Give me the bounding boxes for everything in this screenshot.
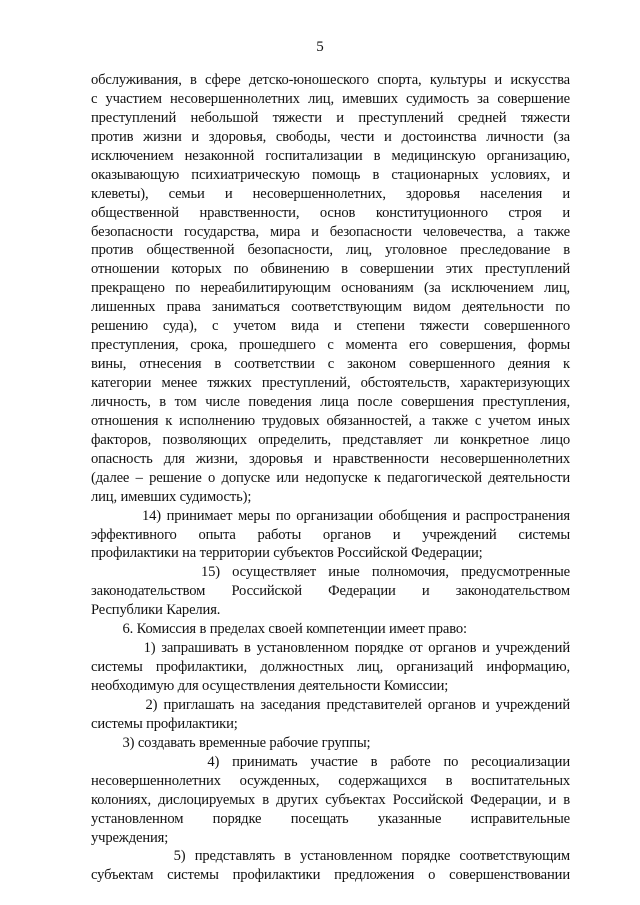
text-line: с участием несовершеннолетних лиц, имевших судимость за совершение (91, 90, 570, 107)
text-line: профилактики на территории субъектов Российской Федерации; (91, 545, 483, 562)
text-line: безопасности государства, мира и безопасности человечества, а также (91, 223, 570, 240)
text-line: категории менее тяжких преступлений, обстоятельств, характеризующих (91, 375, 570, 391)
text-line: 15) осуществляет иные полномочия, предусмотренные (91, 564, 570, 581)
text-line: общественной нравственности, основ конституционного строя и (91, 204, 570, 221)
text-line: исключением незаконной госпитализации в медицинскую организацию, (91, 147, 570, 164)
text-line: против общественной безопасности, лиц, уголовное преследование в (91, 242, 570, 259)
text-line: эффективного опыта работы органов и учреждений системы (91, 526, 570, 543)
text-line: 4) принимать участие в работе по ресоциализации (91, 753, 570, 770)
text-line: 14) принимает меры по организации обобщения и распространения (91, 507, 570, 524)
text-line: отношения к исполнению трудовых обязанностей, а также с учетом иных (91, 412, 570, 429)
text-line: решению суда), с учетом вида и степени тяжести совершенного (91, 318, 570, 335)
text-line: обслуживания, в сфере детско-юношеского спорта, культуры и искусства (91, 72, 570, 88)
text-line: преступления, срока, прошедшего с момента его совершения, формы (91, 337, 570, 354)
text-line: законодательством Российской Федерации и законодательством (91, 583, 570, 600)
text-line: вины, отнесения в соответствии с законом совершенного деяния к (91, 356, 570, 373)
document-body (91, 71, 570, 885)
text-line: несовершеннолетних осужденных, содержащихся в воспитательных (91, 772, 570, 789)
text-line: оказывающую психиатрическую помощь в стационарных условиях, и (91, 166, 570, 183)
text-line: системы профилактики, должностных лиц, организаций информацию, (91, 659, 570, 676)
text-line: прекращено по нереабилитирующим основаниям (за исключением лиц, (91, 280, 570, 297)
text-line: установленном порядке посещать указанные исправительные (91, 810, 570, 827)
text-line: 5) представлять в установленном порядке соответствующим (91, 848, 570, 865)
text-line: 1) запрашивать в установленном порядке от органов и учреждений (91, 640, 570, 657)
text-line: факторов, позволяющих определить, представляет ли конкретное лицо (91, 431, 570, 448)
text-line: необходимую для осуществления деятельности Комиссии; (91, 678, 449, 694)
text-line: отношении которых по обвинению в совершении этих преступлений (91, 261, 570, 278)
text-line: клеветы), семьи и несовершеннолетних, здоровья населения и (91, 185, 570, 202)
text-line: личность, в том числе поведения лица после совершения преступления, (91, 393, 570, 410)
text-line: Республики Карелия. (91, 602, 221, 619)
text-line: опасность для жизни, здоровья и нравственности несовершеннолетних (91, 450, 570, 467)
text-line: (далее – решение о допуске или недопуске к педагогической деятельности (91, 469, 570, 486)
page-number: 5 (316, 39, 324, 55)
text-line: учреждения; (91, 829, 169, 846)
text-line: 6. Комиссия в пределах своей компетенции имеет право: (91, 621, 467, 638)
text-line: преступлений небольшой тяжести и преступлений средней тяжести (91, 109, 570, 126)
text-line: лишенных права заниматься соответствующим видом деятельности по (91, 299, 570, 316)
text-line: 2) приглашать на заседания представителей органов и учреждений (91, 696, 570, 713)
text-line: лиц, имевших судимость); (91, 488, 252, 505)
text-line: 3) создавать временные рабочие группы; (91, 734, 371, 751)
text-line: колониях, дислоцируемых в других субъектах Российской Федерации, и в (91, 791, 570, 808)
text-line: системы профилактики; (91, 715, 238, 732)
text-line: против жизни и здоровья, свободы, чести и достоинства личности (за (91, 128, 570, 145)
text-line: субъектам системы профилактики предложения о совершенствовании (91, 867, 570, 884)
